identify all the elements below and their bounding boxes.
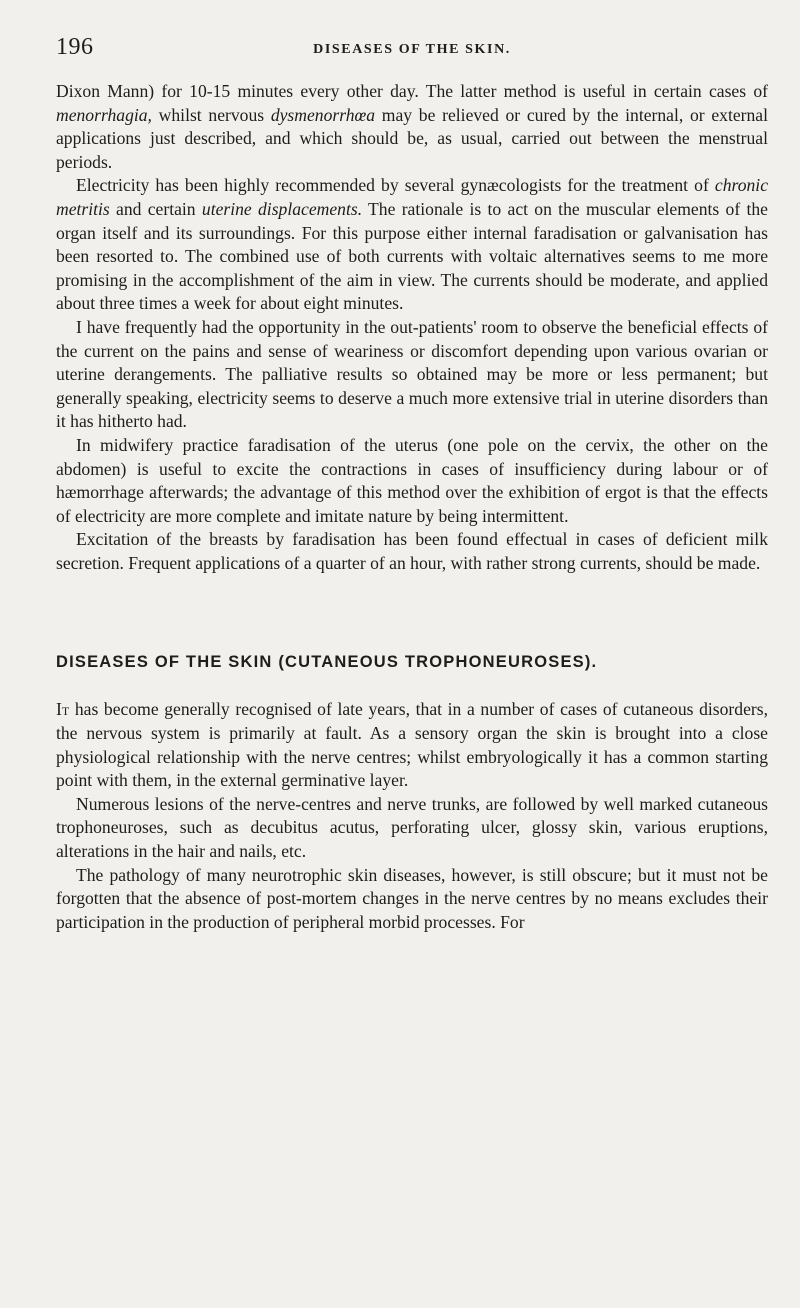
term-dysmenorrhoea: dysmenorrhœa xyxy=(270,104,376,125)
paragraph-5: Excitation of the breasts by faradisation has been found effectual in cases of deficient milk secretion. Frequent applications of a quarter of an hour, with rather strong currents, should be made. xyxy=(56,529,768,573)
book-page xyxy=(56,34,768,934)
section-paragraph-1-text: has become generally recognised of late years, that in a number of cases of cutaneous disorders, the nervous system is primarily at fault. As a sensory organ the skin is brought into a close physiological relationship with the nerve centres; whilst embryologically it has a common starting point with them, in the external germinative layer. xyxy=(56,699,768,791)
paragraph-1-text-a: Dixon Mann) for 10-15 minutes every other day. The latter method is useful in certain cases of xyxy=(56,81,768,101)
paragraph-2-text-a: Electricity has been highly recommended by several gynæcologists for the treatment of xyxy=(76,175,715,196)
term-uterine-displacements: uterine displacements. xyxy=(201,198,363,219)
paragraph-1-text-c: may be relieved or cured by the internal, or external applications just described, and which should be, as usual, carried out between the menstrual periods. xyxy=(56,104,769,172)
paragraph-2 xyxy=(56,174,768,316)
section-heading: DISEASES OF THE SKIN (CUTANEOUS TROPHONEUROSES). xyxy=(56,653,598,672)
page-number: 196 xyxy=(56,34,94,60)
section-paragraph-1 xyxy=(56,698,768,792)
paragraph-1 xyxy=(56,80,768,174)
paragraph-2-text-b: and certain xyxy=(109,198,202,219)
section-lead-word: It xyxy=(56,699,70,720)
section-paragraph-3: The pathology of many neurotrophic skin diseases, however, is still obscure; but it must not be forgotten that the absence of post-mortem changes in the nerve centres by no means excludes their participation in the production of peripheral morbid processes. For xyxy=(56,864,768,932)
section-paragraph-2: Numerous lesions of the nerve-centres and nerve trunks, are followed by well marked cutaneous trophoneuroses, such as decubitus acutus, perforating ulcer, glossy skin, various eruptions, alterations in the hair and nails, etc. xyxy=(56,793,768,862)
paragraph-3: I have frequently had the opportunity in the out-patients' room to observe the beneficial effects of the current on the pains and sense of weariness or discomfort depending upon various ovarian or uterine derangements. The palliative results so obtained may be more or less permanent; but generally speaking, electricity seems to deserve a much more extensive trial in uterine disorders than it has hitherto had. xyxy=(56,316,768,432)
paragraph-4: In midwifery practice faradisation of the uterus (one pole on the cervix, the other on the abdomen) is useful to excite the contractions in cases of insufficiency during labour or of hæmorrhage afterwards; the advantage of this method over the exhibition of ergot is that the effects of electricity are more complete and imitate nature by being intermittent. xyxy=(56,434,768,526)
running-title: DISEASES OF THE SKIN. xyxy=(313,42,511,57)
running-head xyxy=(56,34,768,68)
term-menorrhagia: menorrhagia, xyxy=(56,104,152,125)
paragraph-2-text-c: The rationale is to act on the muscular elements of the organ itself and its surroundings. For this purpose either internal faradisation or galvanisation has been resorted to. The combined use of both currents with voltaic alternatives seems to me more promising in the accomplishment of the aim in view. The currents should be moderate, and applied about three times a week for about eight minutes. xyxy=(56,198,768,314)
paragraph-1-text-b: whilst nervous xyxy=(151,104,271,125)
term-chronic-metritis: chronic metritis xyxy=(56,175,768,219)
